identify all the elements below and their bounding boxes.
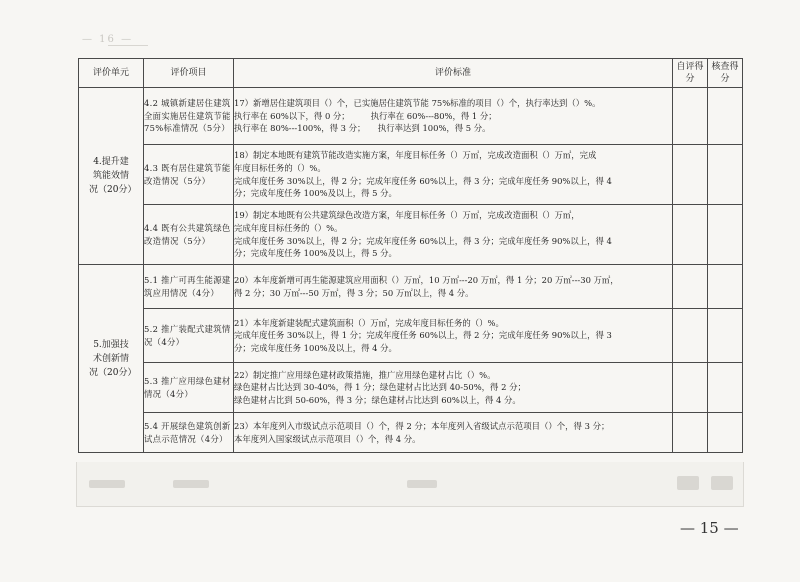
header-item: 评价项目 xyxy=(144,59,234,88)
previous-page-number-ghost: — 16 — xyxy=(82,34,134,45)
ghost-mark xyxy=(407,480,437,488)
self-score-cell[interactable] xyxy=(673,205,708,265)
standard-line: 20）本年度新增可再生能源建筑应用面积（）万㎡，10 万㎡---20 万㎡，得 1 分；20 万㎡---30 万㎡， xyxy=(234,274,619,285)
table-row xyxy=(79,413,743,453)
standard-line: 完成年度目标任务的（）%。 xyxy=(234,222,343,233)
item-cell: 4.4 既有公共建筑绿色改造情况（5分） xyxy=(144,205,234,265)
page-number: — 15 — xyxy=(680,519,739,537)
standard-line: 完成年度任务 30%以上，得 2 分；完成年度任务 60%以上，得 3 分；完成年度任务 90%以上，得 4 xyxy=(234,235,612,246)
standard-line: 18）制定本地既有建筑节能改造实施方案，年度目标任务（）万㎡，完成改造面积（）万㎡，完成 xyxy=(234,150,597,161)
table-row xyxy=(79,88,743,145)
check-score-cell[interactable] xyxy=(708,265,743,309)
table-row xyxy=(79,145,743,205)
ghost-mark xyxy=(711,476,733,490)
table-header-row xyxy=(79,59,743,88)
check-score-cell[interactable] xyxy=(708,309,743,363)
bleed-through-shadow xyxy=(76,462,744,507)
self-score-cell[interactable] xyxy=(673,145,708,205)
header-self-score: 自评得分 xyxy=(673,59,708,88)
item-cell: 5.1 推广可再生能源建筑应用情况（4分） xyxy=(144,265,234,309)
standard-line: 本年度列入国家级试点示范项目（）个，得 4 分。 xyxy=(234,433,421,444)
self-score-cell[interactable] xyxy=(673,265,708,309)
item-cell: 5.2 推广装配式建筑情况（4分） xyxy=(144,309,234,363)
self-score-cell[interactable] xyxy=(673,363,708,413)
check-score-cell[interactable] xyxy=(708,413,743,453)
ghost-mark xyxy=(677,476,699,490)
standard-cell xyxy=(234,363,673,413)
standard-line: 分；完成年度任务 100%及以上，得 5 分。 xyxy=(234,188,397,199)
ghost-divider xyxy=(108,45,148,46)
table-row xyxy=(79,265,743,309)
standard-line: 完成年度任务 30%以上，得 2 分；完成年度任务 60%以上，得 3 分；完成年度任务 90%以上，得 4 xyxy=(234,175,612,186)
standard-line: 22）制定推广应用绿色建材政策措施，推广应用绿色建材占比（）%。 xyxy=(234,369,496,380)
standard-line: 绿色建材占比达到 30-40%，得 1 分；绿色建材占比达到 40-50%，得 2 分； xyxy=(234,382,526,393)
check-score-cell[interactable] xyxy=(708,205,743,265)
item-cell: 5.3 推广应用绿色建材情况（4分） xyxy=(144,363,234,413)
unit-cell: 4.提升建筑能效情况（20分） xyxy=(79,88,144,265)
item-cell: 5.4 开展绿色建筑创新试点示范情况（4分） xyxy=(144,413,234,453)
table-row xyxy=(79,309,743,363)
self-score-cell[interactable] xyxy=(673,88,708,145)
item-cell: 4.3 既有居住建筑节能改造情况（5分） xyxy=(144,145,234,205)
header-check-score: 核查得分 xyxy=(708,59,743,88)
standard-line: 完成年度任务 30%以上，得 1 分；完成年度任务 60%以上，得 2 分；完成年度任务 90%以上，得 3 xyxy=(234,330,612,341)
standard-cell xyxy=(234,145,673,205)
table-row xyxy=(79,205,743,265)
standard-line: 分；完成年度任务 100%及以上，得 5 分。 xyxy=(234,248,397,259)
standard-cell xyxy=(234,88,673,145)
standard-cell xyxy=(234,309,673,363)
standard-cell xyxy=(234,413,673,453)
standard-line: 绿色建材占比到 50-60%，得 3 分；绿色建材占比达到 60%以上，得 4 分。 xyxy=(234,394,521,405)
item-cell: 4.2 城镇新建居住建筑全面实施居住建筑节能 75%标准情况（5分） xyxy=(144,88,234,145)
ghost-mark xyxy=(173,480,209,488)
check-score-cell[interactable] xyxy=(708,145,743,205)
table-row xyxy=(79,363,743,413)
standard-line: 23）本年度列入市级试点示范项目（）个，得 2 分；本年度列入省级试点示范项目（）个，得 3 分； xyxy=(234,420,610,431)
standard-cell xyxy=(234,265,673,309)
self-score-cell[interactable] xyxy=(673,309,708,363)
standard-line: 得 2 分；30 万㎡---50 万㎡，得 3 分；50 万㎡以上，得 4 分。 xyxy=(234,287,474,298)
evaluation-table xyxy=(78,58,743,453)
check-score-cell[interactable] xyxy=(708,363,743,413)
standard-line: 执行率在 80%---100%，得 3 分； 执行率达到 100%，得 5 分。 xyxy=(234,123,491,134)
standard-cell xyxy=(234,205,673,265)
standard-line: 分；完成年度任务 100%及以上，得 4 分。 xyxy=(234,342,397,353)
header-unit: 评价单元 xyxy=(79,59,144,88)
header-standard: 评价标准 xyxy=(234,59,673,88)
standard-line: 17）新增居住建筑项目（）个，已实施居住建筑节能 75%标准的项目（）个，执行率达到（）%。 xyxy=(234,98,601,109)
check-score-cell[interactable] xyxy=(708,88,743,145)
self-score-cell[interactable] xyxy=(673,413,708,453)
standard-line: 21）本年度新建装配式建筑面积（）万㎡，完成年度目标任务的（）%。 xyxy=(234,317,504,328)
standard-line: 19）制定本地既有公共建筑绿色改造方案，年度目标任务（）万㎡，完成改造面积（）万㎡， xyxy=(234,210,580,221)
unit-cell: 5.加强技术创新情况（20分） xyxy=(79,265,144,453)
standard-line: 年度目标任务的（）%。 xyxy=(234,162,326,173)
ghost-mark xyxy=(89,480,125,488)
standard-line: 执行率在 60%以下，得 0 分； 执行率在 60%---80%，得 1 分； xyxy=(234,110,497,121)
